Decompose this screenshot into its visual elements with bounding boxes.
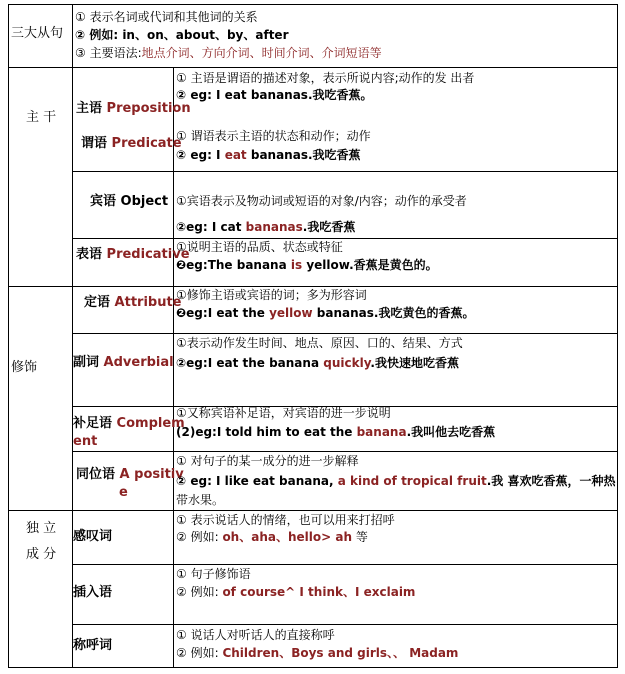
group-label-independent: 独 立 [26, 521, 57, 536]
text-run: ③ 主要语法: [75, 46, 142, 60]
text-run: ②eg:I eat the banana [176, 356, 324, 370]
item-label-complement: 补足语 Complem [73, 416, 185, 431]
row-divider [72, 624, 618, 625]
table-border-top [8, 4, 618, 5]
text-run: ① 句子修饰语 [176, 567, 251, 581]
group-label-main: 主 干 [26, 110, 57, 125]
cell-line [176, 645, 458, 661]
cell-line [176, 193, 467, 209]
cell-line [176, 335, 463, 351]
text-run: ② 例如: in、on、about、by、after [75, 28, 289, 42]
text-run: ① 说话人对听话人的直接称呼 [176, 628, 335, 642]
item-label-appositive-cont: e [119, 485, 128, 500]
cell-line [176, 424, 495, 440]
text-run: ② 例如: [176, 646, 223, 660]
text-run: quickly [323, 356, 371, 370]
text-run: .我吃香蕉 [302, 220, 356, 234]
text-run: ② eg: I like eat banana, [176, 474, 338, 488]
text-run: bananas.我吃黄色的香蕉。 [312, 306, 475, 320]
item-label-parenthesis: 插入语 [73, 585, 113, 600]
item-label-predicate: 谓语 Predicate [81, 136, 182, 151]
cell-line [75, 9, 258, 25]
row-label-clauses: 三大从句 [11, 26, 64, 41]
cell-line [176, 147, 361, 163]
cell-line [176, 219, 355, 235]
grammar-table [8, 4, 618, 668]
cell-line [176, 453, 359, 469]
row-divider [72, 564, 618, 565]
cell-line [176, 529, 368, 545]
cell-line [176, 473, 615, 489]
text-run: ② eg: I [176, 148, 225, 162]
text-run: .我叫他去吃香蕉 [406, 425, 496, 439]
row-divider [8, 510, 618, 511]
group-label-independent: 成 分 [26, 547, 57, 562]
text-run: .我快速地吃香蕉 [370, 356, 459, 370]
text-run: ① 对句子的某一成分的进一步解释 [176, 454, 359, 468]
text-run: ① 主语是谓语的描述对象，表示所说内容;动作的发 出者 [176, 71, 475, 85]
item-label-object: 宾语 Object [90, 194, 169, 209]
text-run: (2)eg:I told him to eat the [176, 425, 357, 439]
cell-line [176, 87, 373, 103]
cell-line [176, 257, 438, 273]
cell-line [75, 45, 382, 61]
cell-line [176, 584, 415, 600]
cell-line [176, 492, 224, 508]
text-run: bananas [245, 220, 303, 234]
item-label-appositive: 同位语 A positiv [76, 467, 184, 482]
table-border-right [617, 4, 618, 668]
text-run: 地点介词、方向介词、时间介词、介词短语等 [141, 46, 382, 60]
cell-line [176, 355, 459, 371]
cell-line [176, 405, 391, 421]
text-run: ①宾语表示及物动词或短语的对象/内容；动作的承受者 [176, 194, 467, 208]
row-divider [72, 333, 618, 334]
text-run: is [290, 258, 303, 272]
text-run: ② eg: I eat bananas.我吃香蕉。 [176, 88, 373, 102]
cell-line [75, 27, 289, 43]
text-run: a kind of tropical fruit [337, 474, 487, 488]
text-run: ① 谓语表示主语的状态和动作；动作 [176, 129, 371, 143]
cell-line [176, 512, 395, 528]
column-divider [72, 4, 73, 668]
text-run: 带水果。 [176, 493, 225, 507]
item-label-adverbial: 副词 Adverbial [73, 355, 174, 370]
text-run: ①又称宾语补足语，对宾语的进一步说明 [176, 406, 391, 420]
item-label-predicative: 表语 Predicative [76, 247, 190, 262]
cell-line [176, 305, 474, 321]
text-run: .我 喜欢吃香蕉，一种热 [486, 474, 616, 488]
table-border-bottom [8, 667, 618, 668]
item-label-vocative: 称呼词 [73, 638, 113, 653]
text-run: of course^ I think、I exclaim [222, 585, 416, 599]
text-run: ① 表示说话人的情绪，也可以用来打招呼 [176, 513, 395, 527]
text-run: oh、aha、hello> ah [222, 530, 352, 544]
text-run: ①修饰主语或宾语的词；多为形容词 [176, 288, 367, 302]
row-divider [8, 67, 618, 68]
text-run: eat [224, 148, 247, 162]
text-run: ①说明主语的品质、状态或特征 [176, 240, 343, 254]
cell-line [176, 128, 371, 144]
text-run: ② 例如: [176, 530, 223, 544]
row-divider [72, 171, 618, 172]
text-run: ①表示动作发生时间、地点、原因、口的、结果、方式 [176, 336, 463, 350]
row-divider [72, 451, 618, 452]
text-run: bananas.我吃香蕉 [246, 148, 361, 162]
item-label-attribute: 定语 Attribute [84, 295, 182, 310]
item-label-complement-cont: ent [73, 434, 98, 449]
text-run: yellow.香蕉是黄色的。 [302, 258, 438, 272]
cell-line [176, 627, 335, 643]
text-run: yellow [269, 306, 313, 320]
cell-line [176, 566, 251, 582]
item-label-interjection: 感叹词 [73, 529, 113, 544]
text-run: banana [356, 425, 407, 439]
text-run: Children、Boys and girls、、 Madam [222, 646, 459, 660]
text-run: ② 例如: [176, 585, 223, 599]
cell-line [176, 70, 474, 86]
cell-line [176, 287, 367, 303]
text-run: ❷eg:The banana [176, 258, 291, 272]
table-border-left [8, 4, 9, 668]
text-run: ❷eg:I eat the [176, 306, 270, 320]
group-label-modifier: 修饰 [11, 360, 38, 375]
text-run: ②eg: I cat [176, 220, 246, 234]
item-label-subject: 主语 Preposition [76, 101, 191, 116]
cell-line [176, 239, 343, 255]
row-divider [72, 238, 618, 239]
text-run: 等 [352, 530, 368, 544]
text-run: ① 表示名词或代词和其他词的关系 [75, 10, 258, 24]
